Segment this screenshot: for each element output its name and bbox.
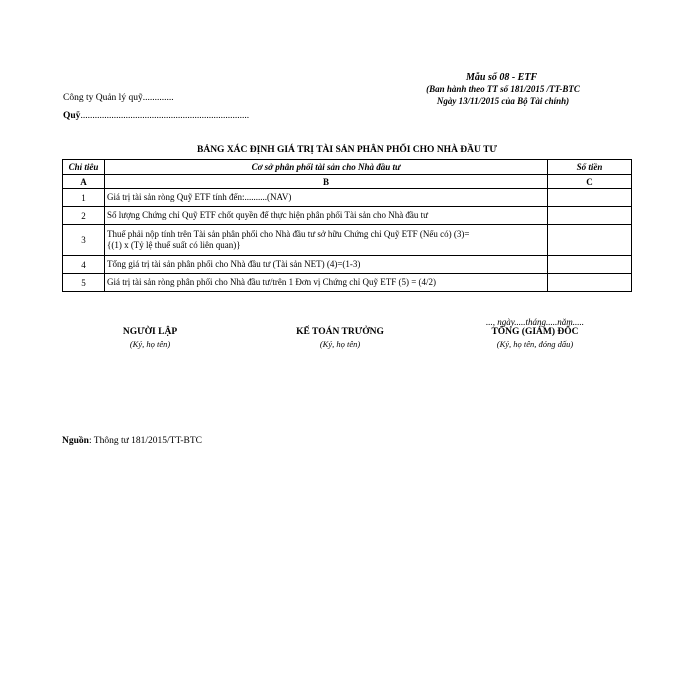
column-letter-b: B xyxy=(105,175,548,189)
table-row xyxy=(63,189,632,207)
row-index: 4 xyxy=(63,256,105,274)
signature-note: (Ký, họ tên) xyxy=(129,339,171,349)
source-label: Nguồn xyxy=(62,436,89,446)
issued-by-line-1: (Ban hành theo TT số 181/2015 /TT-BTC xyxy=(426,84,580,94)
issued-by-line-2: Ngày 13/11/2015 của Bộ Tài chính) xyxy=(436,96,570,106)
column-header-criteria: Chỉ tiêu xyxy=(63,160,105,175)
row-description: Giá trị tài sản ròng Quỹ ETF tính đến:..........(NAV) xyxy=(105,189,548,207)
signature-director xyxy=(460,327,610,349)
row-index: 5 xyxy=(63,274,105,292)
signature-note: (Ký, họ tên, đóng dấu) xyxy=(496,339,574,349)
row-description: Giá trị tài sản ròng phân phối cho Nhà đầu tư/trên 1 Đơn vị Chứng chỉ Quỹ ETF (5) = (4/2) xyxy=(105,274,548,292)
distribution-table xyxy=(62,159,632,292)
column-letter-row xyxy=(63,175,632,189)
column-letter-a: A xyxy=(63,175,105,189)
source-note xyxy=(62,436,202,446)
table-header-row xyxy=(63,160,632,175)
row-index: 3 xyxy=(63,225,105,256)
row-amount-cell[interactable] xyxy=(548,207,632,225)
column-header-basis: Cơ sở phân phối tài sản cho Nhà đầu tư xyxy=(105,160,548,175)
fund-dots: ....................................................................... xyxy=(80,111,250,121)
table-row xyxy=(63,225,632,256)
row-amount-cell[interactable] xyxy=(548,274,632,292)
signature-chief-accountant xyxy=(280,327,400,349)
document-title: BẢNG XÁC ĐỊNH GIÁ TRỊ TÀI SẢN PHÂN PHỐI CHO NHÀ ĐẦU TƯ xyxy=(197,145,497,155)
fund-label: Quỹ xyxy=(63,111,81,121)
table-row xyxy=(63,256,632,274)
signature-role: NGƯỜI LẬP xyxy=(122,327,178,337)
row-amount-cell[interactable] xyxy=(548,225,632,256)
company-name: Công ty Quản lý quỹ............. xyxy=(63,93,174,103)
table-row xyxy=(63,207,632,225)
source-text: : Thông tư 181/2015/TT-BTC xyxy=(88,436,203,446)
signature-role: TỔNG (GIÁM) ĐỐC xyxy=(491,327,579,337)
row-amount-cell[interactable] xyxy=(548,256,632,274)
row-description-line-2: {(1) x (Tỷ lệ thuế suất có liên quan)} xyxy=(107,240,241,250)
row-description: Số lượng Chứng chỉ Quỹ ETF chốt quyền để thực hiện phân phối Tài sản cho Nhà đầu tư xyxy=(105,207,548,225)
form-code: Mẫu số 08 - ETF xyxy=(466,72,538,83)
signature-preparer xyxy=(100,327,200,349)
row-description: Tổng giá trị tài sản phân phối cho Nhà đầu tư (Tài sản NET) (4)=(1-3) xyxy=(105,256,548,274)
signature-role: KẾ TOÁN TRƯỞNG xyxy=(296,327,384,337)
row-description xyxy=(105,225,548,256)
table-row xyxy=(63,274,632,292)
signature-note: (Ký, họ tên) xyxy=(319,339,361,349)
row-amount-cell[interactable] xyxy=(548,189,632,207)
column-header-amount: Số tiền xyxy=(548,160,632,175)
column-letter-c: C xyxy=(548,175,632,189)
fund-name xyxy=(63,111,249,121)
row-index: 1 xyxy=(63,189,105,207)
row-index: 2 xyxy=(63,207,105,225)
row-description-line-1: Thuế phải nộp tính trên Tài sản phân phối cho Nhà đầu tư sở hữu Chứng chỉ Quỹ ETF (Nếu có) (3)= xyxy=(107,229,470,239)
signature-date-line: ..., ngày.....tháng.....năm..... xyxy=(486,317,584,327)
